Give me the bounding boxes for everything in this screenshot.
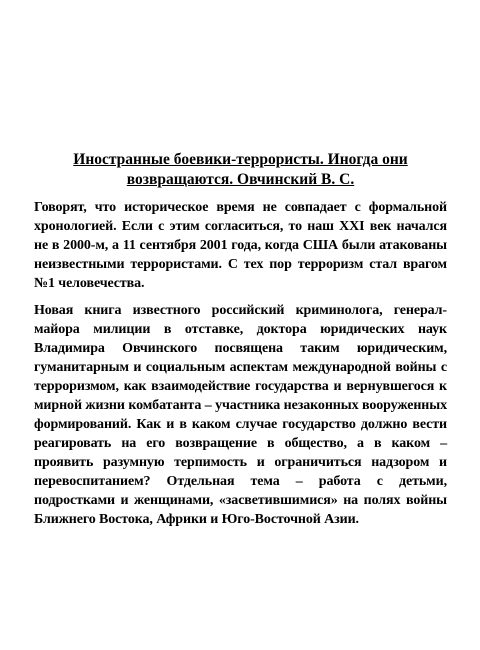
paragraph-book-description: Новая книга известного российский криминолога, генерал-майора милиции в отставке, доктора юридических наук Владимира Овчинского посвящена таким юридическим, гуманитарным и социальным аспектам международной войны с терроризмом, как взаимодействие государства и вернувшегося к мирной жизни комбатанта – участника незаконных вооруженных формирований. Как и в каком случае государство должно вести реагировать на его возвращение в общество, а в каком – проявить разумную терпимость и ограничиться надзором и перевоспитанием? Отдельная тема – работа с детьми, подростками и женщинами, «засветившимися» на полях войны Ближнего Востока, Африки и Юго-Восточной Азии. xyxy=(34,303,447,527)
paragraph-intro: Говорят, что историческое время не совпадает с формальной хронологией. Если с этим согласиться, то наш XXI век начался не в 2000-м, а 11 сентября 2001 года, когда США были атакованы неизвестными террористами. С тех пор терроризм стал врагом №1 человечества. xyxy=(34,200,447,291)
document-title: Иностранные боевики-террористы. Иногда они возвращаются. Овчинский В. С. xyxy=(73,151,408,188)
document-page xyxy=(34,150,447,537)
